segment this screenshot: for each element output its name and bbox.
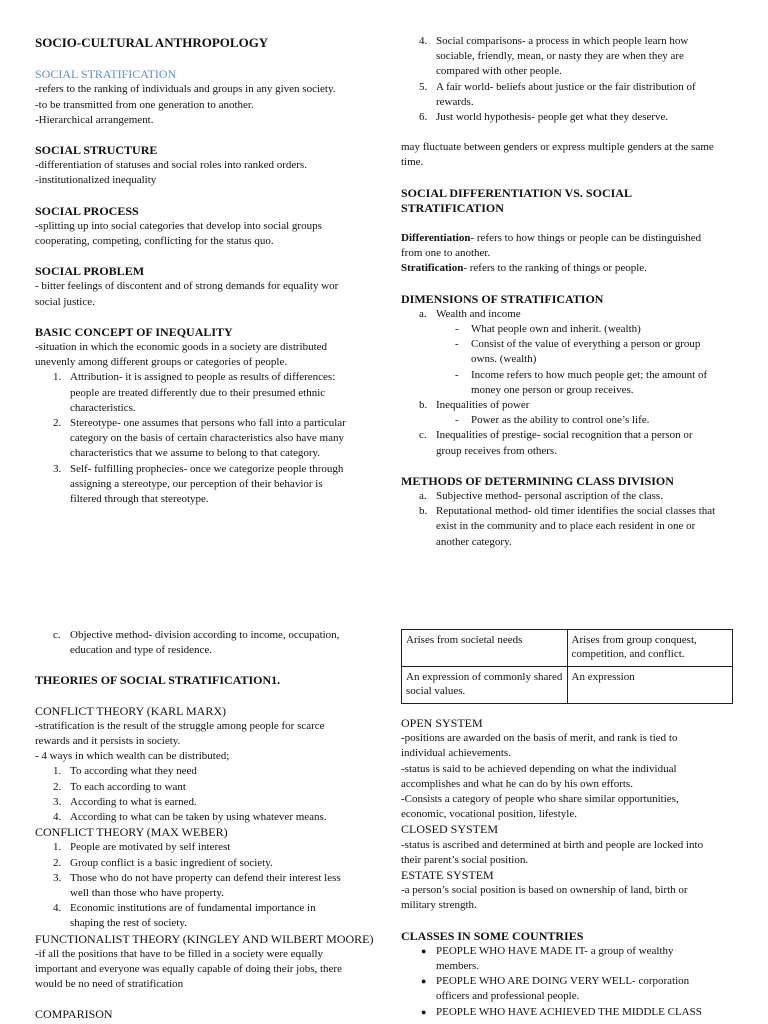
differentiation-heading: SOCIAL DIFFERENTIATION VS. SOCIAL STRATIFICATION: [401, 185, 632, 215]
process-line: -splitting up into social categories that develop into social groups: [35, 219, 322, 232]
sub-list-item: - Income refers to how much people get; the amount of money one person or group receives.: [455, 368, 708, 396]
list-item: ● PEOPLE WHO HAVE MADE IT- a group of wealthy members.: [421, 944, 674, 973]
process-line: cooperating, competing, conflicting for the status quo.: [35, 235, 274, 248]
comparison-heading: COMPARISON: [35, 1007, 113, 1022]
estate-line: military strength.: [401, 899, 477, 912]
closed-line: -status is ascribed and determined at birth and people are locked into: [401, 838, 704, 851]
social-structure-heading: SOCIAL STRUCTURE: [35, 143, 158, 158]
list-item: 2. To each according to want: [53, 780, 186, 793]
stratification-definition: Stratification- refers to the ranking of things or people.: [401, 262, 647, 275]
open-line: -positions are awarded on the basis of merit, and rank is tied to: [401, 732, 678, 745]
bullet-icon: ●: [421, 976, 427, 987]
open-line: economic, vocational position, lifestyle.: [401, 808, 577, 821]
open-line: individual achievements.: [401, 747, 511, 760]
sub-list-item: - Power as the ability to control one’s life.: [455, 414, 650, 427]
list-item: a. Subjective method- personal ascription of the class.: [419, 490, 663, 503]
dimensions-list: [401, 307, 736, 459]
marx-list: [35, 764, 370, 825]
methods-heading: METHODS OF DETERMINING CLASS DIVISION: [401, 473, 674, 488]
list-item: 3. Those who do not have property can defend their interest less well than those who have property.: [53, 871, 341, 900]
estate-system-heading: ESTATE SYSTEM: [401, 868, 494, 883]
left-bottom-column: [35, 628, 374, 1023]
weber-list: [35, 840, 370, 931]
marx-line: - 4 ways in which wealth can be distributed;: [35, 750, 230, 763]
sub-list-item: - What people own and inherit. (wealth): [455, 323, 641, 336]
comparison-table: [401, 629, 733, 704]
inequality-list-continued: [401, 34, 736, 125]
fluctuate-line: time.: [401, 156, 424, 169]
inequality-heading: BASIC CONCEPT OF INEQUALITY: [35, 324, 233, 339]
fluctuate-line: may fluctuate between genders or express multiple genders at the same: [401, 141, 714, 154]
left-top-column: [35, 35, 370, 507]
list-item: 3. According to what is earned.: [53, 795, 197, 808]
social-stratification-heading: SOCIAL STRATIFICATION: [35, 67, 177, 82]
table-cell: An expression of commonly shared social values.: [402, 667, 568, 704]
problem-line: - bitter feelings of discontent and of strong demands for equality wor: [35, 280, 339, 293]
table-cell: Arises from societal needs: [402, 630, 568, 667]
theories-heading: THEORIES OF SOCIAL STRATIFICATION1.: [35, 673, 281, 688]
closed-system-heading: CLOSED SYSTEM: [401, 822, 499, 837]
list-item: 4. Economic institutions are of fundamental importance in shaping the rest of society.: [53, 902, 316, 930]
functionalist-heading: FUNCTIONALIST THEORY (KINGLEY AND WILBERT MOORE): [35, 931, 374, 946]
inequality-list: [35, 370, 370, 507]
list-item: b. Inequalities of power: [419, 399, 530, 412]
list-item: 2. Group conflict is a basic ingredient of society.: [53, 856, 273, 869]
list-item: 3. Self- fulfilling prophecies- once we categorize people through assigning a stereotype, our perception of their behavior is filtered through that stereotype.: [53, 462, 344, 506]
dimensions-heading: DIMENSIONS OF STRATIFICATION: [401, 291, 604, 306]
structure-line: -differentiation of statuses and social roles into ranked orders.: [35, 159, 307, 172]
strat-line: -Hierarchical arrangement.: [35, 113, 154, 126]
table-row: [402, 667, 733, 704]
bullet-icon: ●: [421, 1006, 427, 1017]
social-process-heading: SOCIAL PROCESS: [35, 203, 139, 218]
list-item: ● PEOPLE WHO HAVE ACHIEVED THE MIDDLE CLASS: [401, 1005, 736, 1020]
weber-heading: CONFLICT THEORY (MAX WEBER): [35, 825, 228, 840]
problem-line: social justice.: [35, 295, 95, 308]
functionalist-line: important and everyone was equally capable of doing their jobs, there: [35, 963, 342, 976]
table-row: [402, 630, 733, 667]
list-item: c. Inequalities of prestige- social recognition that a person or group receives from others.: [419, 429, 693, 457]
bullet-icon: ●: [421, 945, 427, 956]
open-system-heading: OPEN SYSTEM: [401, 716, 483, 730]
strat-line: -to be transmitted from one generation to another.: [35, 98, 254, 111]
estate-line: -a person’s social position is based on ownership of land, birth or: [401, 884, 688, 897]
list-item: 1. People are motivated by self interest: [53, 841, 231, 854]
differentiation-definition: Differentiation- refers to how things or people can be distinguished: [401, 232, 702, 245]
sub-list-item: - Consist of the value of everything a person or group owns. (wealth): [455, 338, 701, 366]
right-top-column: [401, 34, 736, 550]
structure-line: -institutionalized inequality: [35, 174, 157, 187]
list-item: a. Wealth and income: [419, 307, 521, 320]
list-item: 6. Just world hypothesis- people get what they deserve.: [419, 111, 669, 124]
methods-list: [401, 489, 736, 550]
list-item: c. Objective method- division according to income, occupation, education and type of residence.: [53, 629, 340, 657]
list-item: 4. According to what can be taken by using whatever means.: [53, 811, 327, 824]
classes-heading: CLASSES IN SOME COUNTRIES: [401, 928, 584, 943]
open-line: -Consists a category of people who share similar opportunities,: [401, 793, 679, 806]
social-problem-heading: SOCIAL PROBLEM: [35, 264, 145, 279]
functionalist-line: would be no need of stratification: [35, 978, 184, 991]
document-title: SOCIO-CULTURAL ANTHROPOLOGY: [35, 35, 269, 50]
marx-line: rewards and it persists in society.: [35, 735, 181, 748]
table-cell: Arises from group conquest, competition, and conflict.: [567, 630, 733, 667]
inequality-line: unevenly among different groups or categories of people.: [35, 356, 288, 369]
strat-line: -refers to the ranking of individuals and groups in any given society.: [35, 83, 336, 96]
classes-list: [401, 944, 736, 1020]
list-item: 2. Stereotype- one assumes that persons who fall into a particular category on the basis of certain characteristics also have many characteristics that we assume to belong to that category.: [53, 417, 346, 460]
closed-line: their parent’s social position.: [401, 853, 529, 866]
list-item: 4. Social comparisons- a process in which people learn how sociable, friendly, mean, or nasty they are when they are compared with other people.: [419, 35, 689, 78]
marx-line: -stratification is the result of the struggle among people for scarce: [35, 719, 325, 732]
differentiation-definition-cont: from one to another.: [401, 247, 491, 260]
open-line: accomplishes and what he can do by his own efforts.: [401, 777, 633, 790]
right-bottom-column: [401, 629, 736, 1020]
list-item: ● PEOPLE WHO ARE DOING VERY WELL- corporation officers and professional people.: [421, 975, 690, 1003]
list-item: 1. To according what they need: [53, 765, 197, 778]
inequality-line: -situation in which the economic goods in a society are distributed: [35, 341, 328, 354]
open-line: -status is said to be achieved depending on what the individual: [401, 762, 677, 775]
marx-heading: CONFLICT THEORY (KARL MARX): [35, 703, 227, 718]
table-cell: An expression: [567, 667, 733, 704]
list-item: 5. A fair world- beliefs about justice or the fair distribution of rewards.: [419, 80, 696, 108]
list-item: b. Reputational method- old timer identifies the social classes that exist in the community and to place each resident in one or another category.: [419, 505, 716, 548]
functionalist-line: -if all the positions that have to be filled in a society were equally: [35, 947, 324, 960]
list-item: 1. Attribution- it is assigned to people as results of differences: people are treated differently due to their presumed ethnic characteristics.: [53, 371, 336, 414]
methods-list-continued: [35, 628, 370, 658]
